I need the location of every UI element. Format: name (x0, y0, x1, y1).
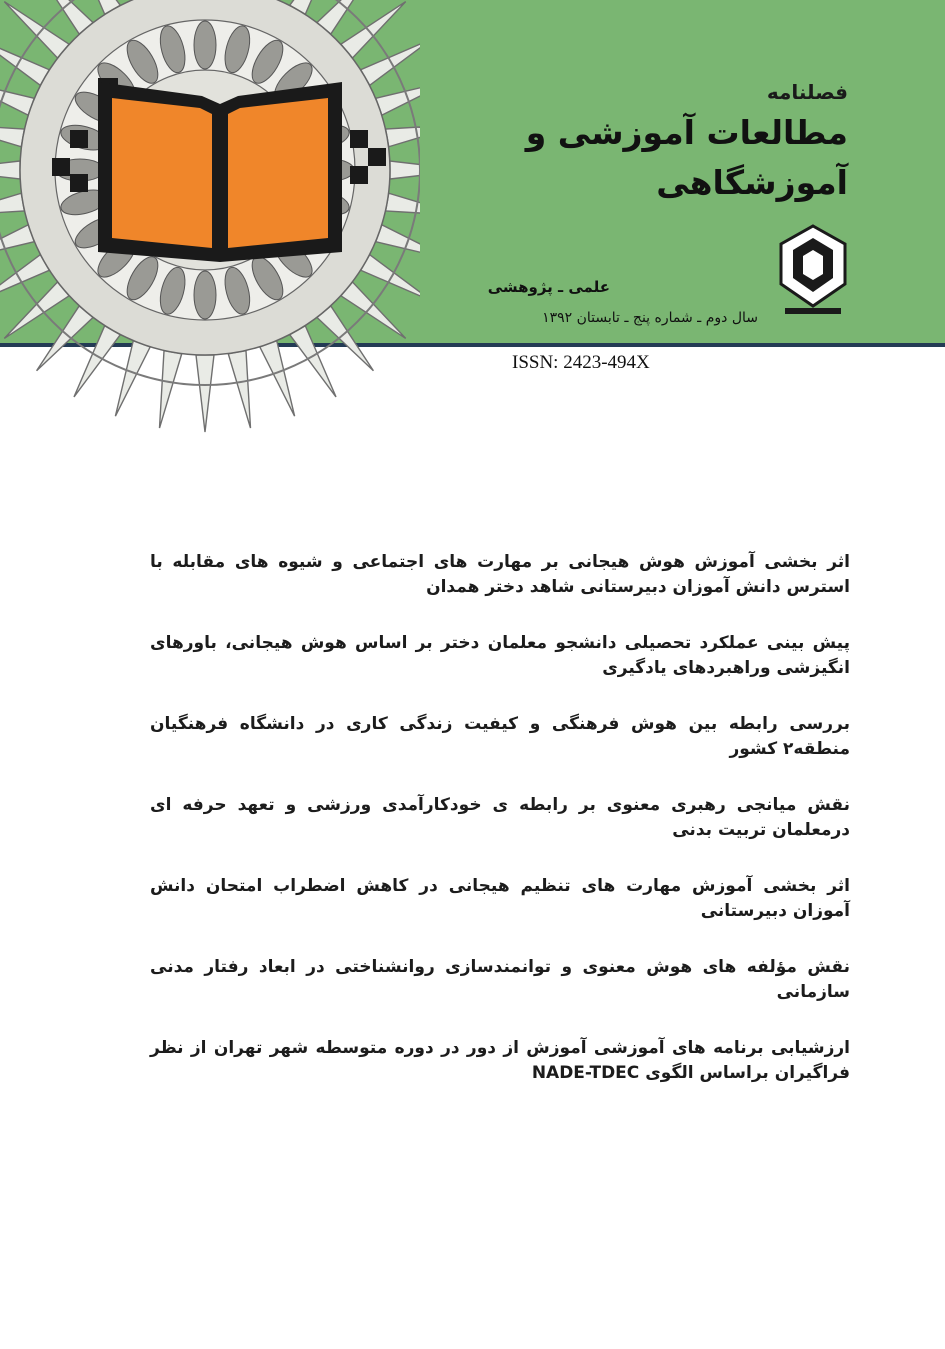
mandala-ray (4, 282, 69, 338)
mandala-ray (74, 326, 120, 397)
university-emblem (775, 222, 851, 318)
mandala-ray (0, 80, 34, 115)
article-title: اثر بخشی آموزش هوش هیجانی بر مهارت های اجتماعی و شیوه های مقابله با استرس دانش آموزان دبیرستانی شاهد دختر همدان (150, 552, 850, 597)
mandala-ray (4, 2, 69, 58)
article-title: اثر بخشی آموزش مهارت های تنظیم هیجانی در کاهش اضطراب امتحان دانش آموزان دبیرستانی (150, 876, 850, 921)
article-title: نقش مؤلفه های هوش معنوی و توانمندسازی روانشناختی در ابعاد رفتار مدنی سازمانی (150, 957, 850, 1002)
article-title: ارزشیابی برنامه های آموزشی آموزش از دور در دوره متوسطه شهر تهران از نظر فراگیران براساس الگوی NADE-TDEC (150, 1038, 850, 1083)
mandala-ray (0, 193, 24, 215)
mandala-ray (160, 351, 182, 428)
mandala-ray (115, 341, 150, 416)
mandala-ray (341, 2, 406, 58)
mandala-ray (317, 306, 373, 371)
mandala-petal (194, 21, 216, 69)
issue-info: سال دوم ـ شماره پنج ـ تابستان ۱۳۹۲ (542, 310, 758, 326)
mandala-ray (290, 326, 336, 397)
article-title: نقش میانجی رهبری معنوی بر رابطه ی خودکارآمدی ورزشی و تعهد حرفه ای درمعلمان تربیت بدنی (150, 795, 850, 840)
open-book-logo (40, 70, 400, 270)
mandala-petal (194, 271, 216, 319)
mandala-ray (0, 225, 34, 260)
table-of-contents (150, 550, 850, 1117)
journal-type: علمی ـ پژوهشی (487, 278, 610, 296)
journal-kicker: فصلنامه (766, 80, 848, 104)
mandala-ray (260, 341, 295, 416)
issn: ISSN: 2423-494X (512, 352, 650, 373)
journal-title: مطالعات آموزشی و آموزشگاهی (525, 113, 848, 202)
mandala-ray (341, 282, 406, 338)
article-title: پیش بینی عملکرد تحصیلی دانشجو معلمان دختر بر اساس هوش هیجانی، باورهای انگیزشی وراهبردهای یادگیری (150, 633, 850, 678)
mandala-ray (37, 306, 93, 371)
mandala-ray (196, 355, 214, 432)
article-title: بررسی رابطه بین هوش فرهنگی و کیفیت زندگی کاری در دانشگاه فرهنگیان منطقه۲ کشور (150, 714, 850, 759)
mandala-ray (0, 161, 20, 179)
mandala-ray (0, 125, 24, 147)
mandala-ray (228, 351, 250, 428)
